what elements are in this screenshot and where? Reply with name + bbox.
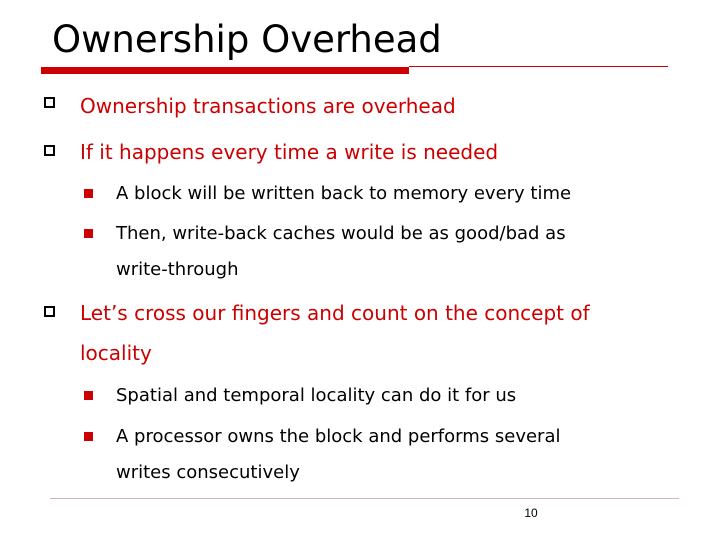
sub-bullet-text-continued: writes consecutively	[116, 462, 300, 483]
hollow-square-bullet-icon	[44, 145, 55, 156]
sub-bullet-text: Spatial and temporal locality can do it for us	[116, 385, 517, 406]
page-number: 10	[524, 506, 538, 520]
hollow-square-bullet-icon	[44, 306, 55, 317]
sub-bullet-text: A processor owns the block and performs several	[116, 426, 561, 447]
filled-square-bullet-icon	[84, 432, 93, 441]
filled-square-bullet-icon	[84, 391, 93, 400]
slide-title: Ownership Overhead	[52, 18, 442, 61]
sub-bullet-text-continued: write-through	[116, 259, 239, 280]
title-underline-thin	[409, 66, 668, 67]
sub-bullet-text: Then, write-back caches would be as good/bad as	[116, 223, 566, 244]
title-underline-thick	[41, 67, 409, 74]
hollow-square-bullet-icon	[44, 97, 55, 108]
bullet-2-text: If it happens every time a write is needed	[80, 140, 499, 164]
bullet-1-text: Ownership transactions are overhead	[80, 94, 456, 118]
sub-bullet-text: A block will be written back to memory every time	[116, 183, 572, 204]
bullet-3-text: Let’s cross our fingers and count on the concept of	[80, 301, 590, 325]
footer-divider	[50, 498, 679, 499]
bullet-3-text-continued: locality	[80, 341, 152, 365]
filled-square-bullet-icon	[84, 189, 93, 198]
filled-square-bullet-icon	[84, 229, 93, 238]
